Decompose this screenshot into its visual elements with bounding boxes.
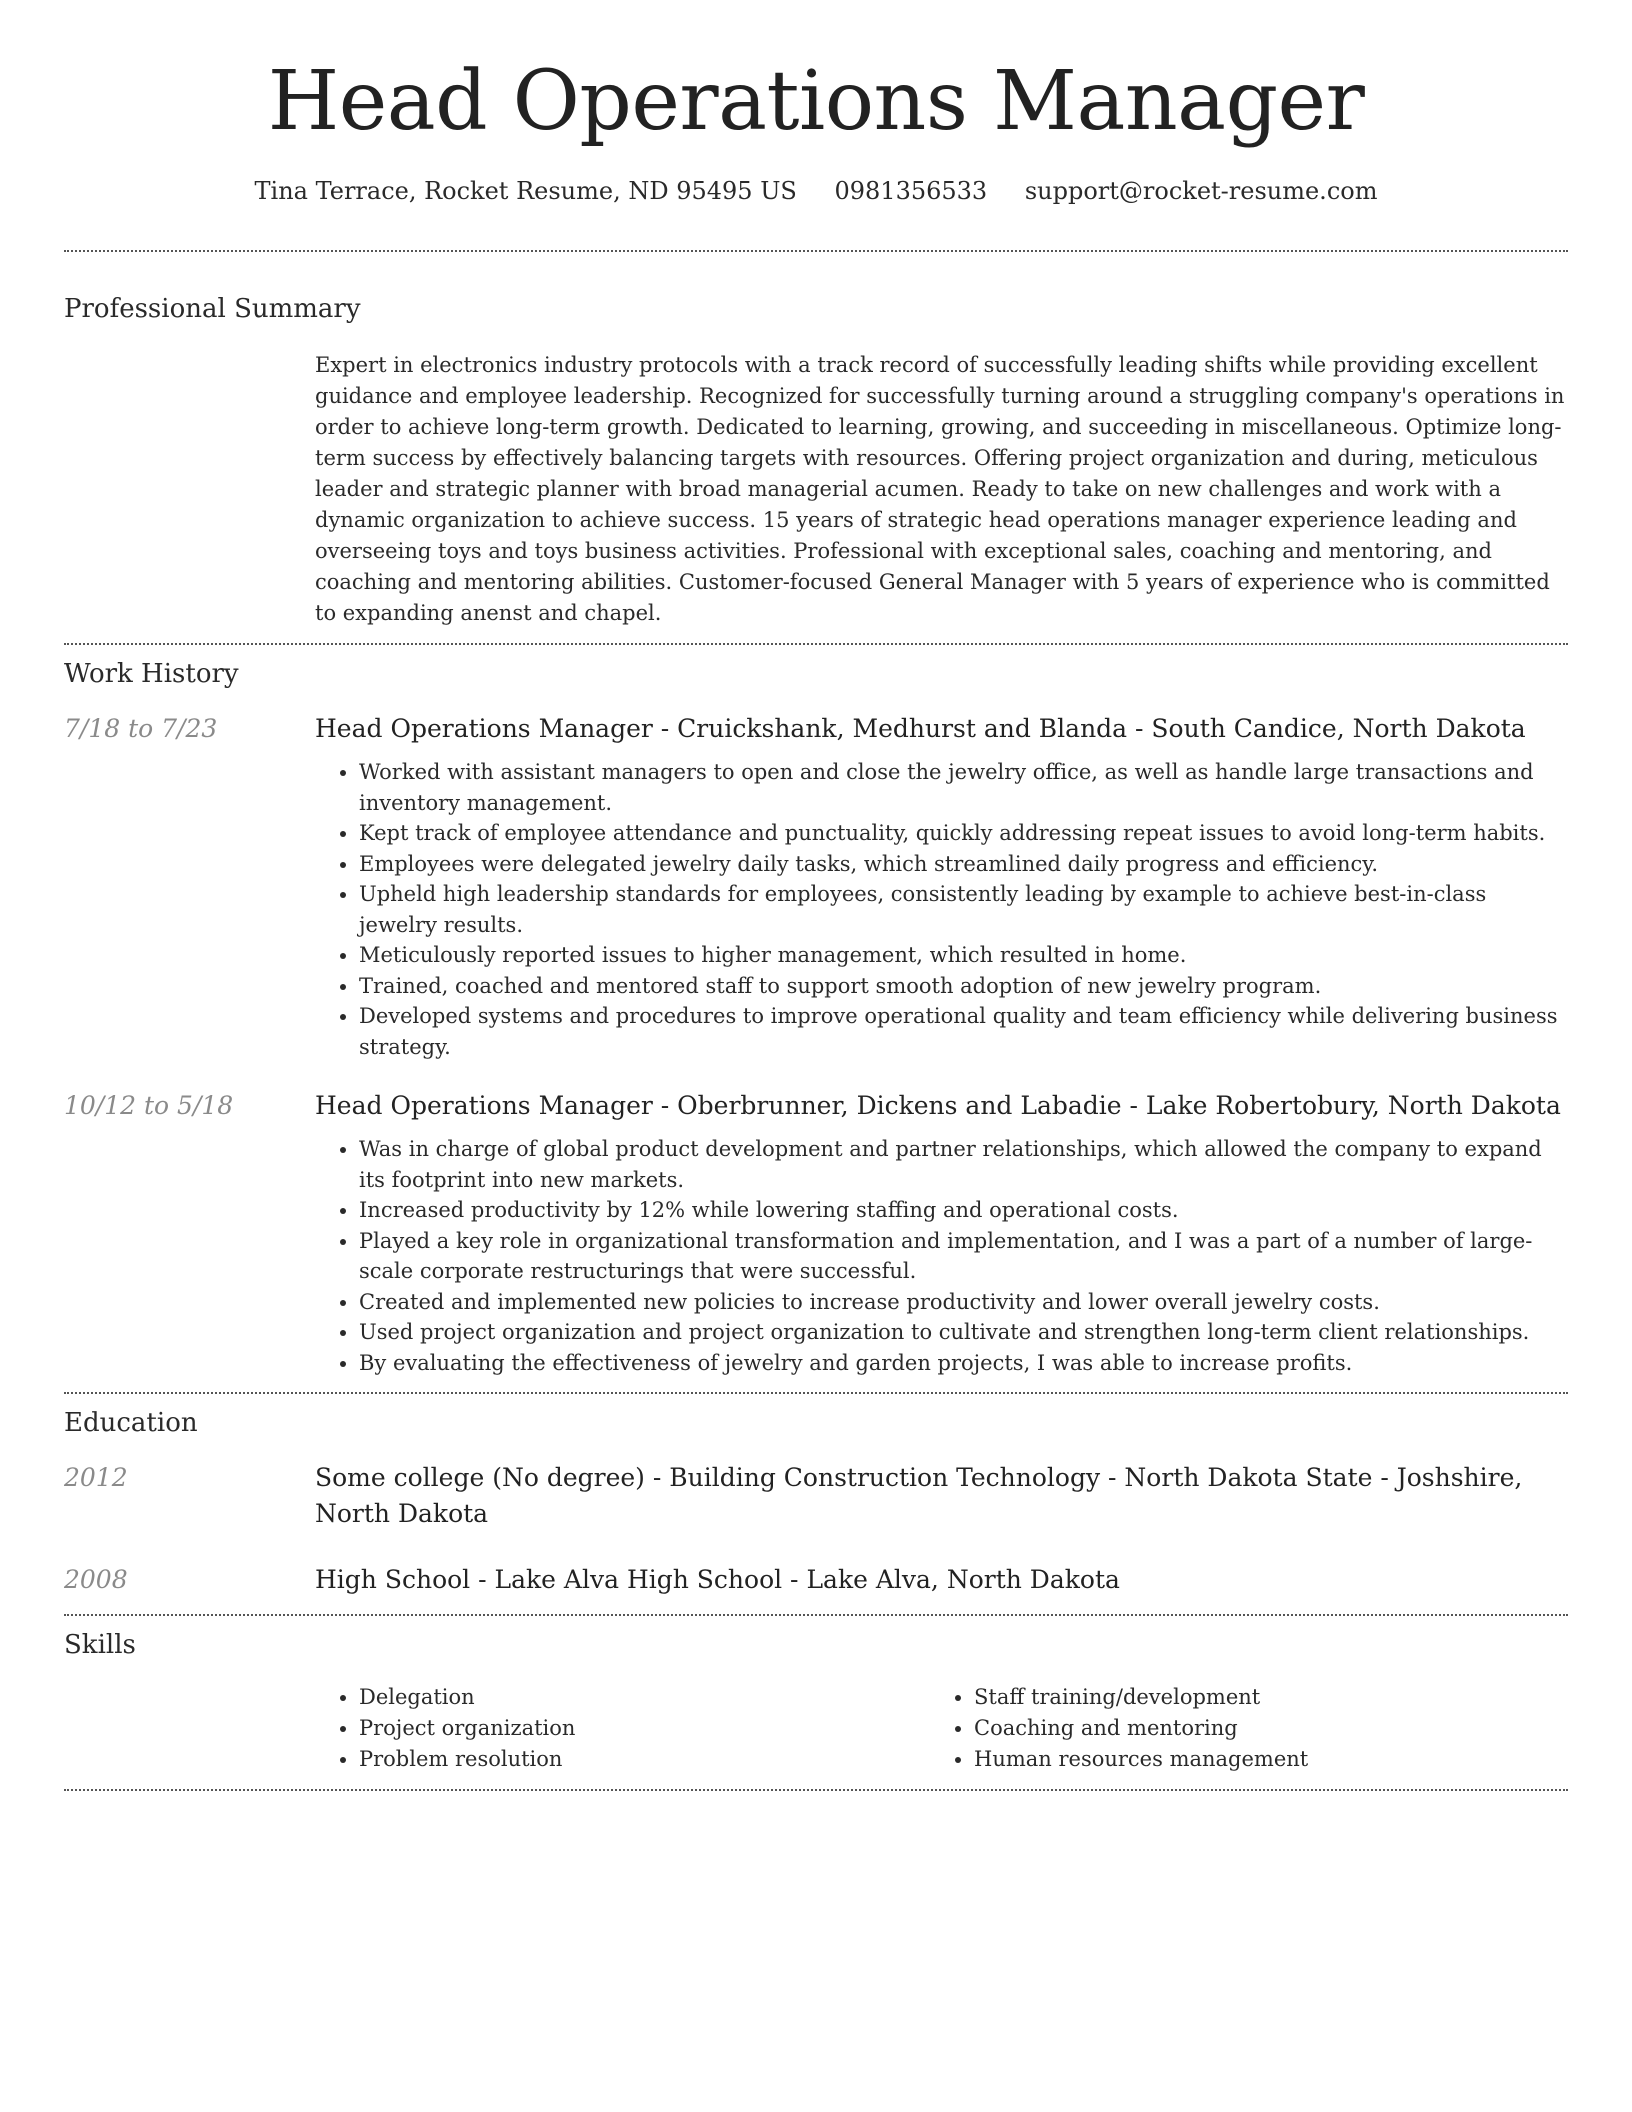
skills-list-right [930, 1682, 1545, 1775]
education-heading: High School - Lake Alva High School - Lake Alva, North Dakota [315, 1565, 1120, 1594]
contact-email: support@rocket-resume.com [1024, 177, 1378, 205]
contact-address: Tina Terrace, Rocket Resume, ND 95495 US [254, 177, 797, 205]
skill-item: • Project organization [359, 1713, 930, 1744]
skills-columns [315, 1682, 1568, 1775]
education-section [64, 1394, 1568, 1614]
education-details [315, 1562, 1568, 1598]
education-year: 2008 [64, 1565, 128, 1594]
job-bullet: • Was in charge of global product development and partner relationships, which allowed the company to expand its footprint into new markets. [359, 1134, 1568, 1195]
job-bullet: • Developed systems and procedures to improve operational quality and team efficiency while delivering business strategy. [359, 1001, 1568, 1062]
skill-item: • Human resources management [974, 1744, 1545, 1775]
section-title-education: Education [64, 1408, 198, 1438]
skill-item: • Staff training/development [974, 1682, 1545, 1713]
education-year: 2012 [64, 1463, 128, 1492]
education-entry [64, 1460, 1568, 1532]
job-bullet: • Worked with assistant managers to open and close the jewelry office, as well as handle large transactions and inventory management. [359, 757, 1568, 818]
summary-text: Expert in electronics industry protocols with a track record of successfully leading shifts while providing excellent guidance and employee leadership. Recognized for successfully turning around a struggling company's operations in order to achieve long-term growth. Dedicated to learning, growing, and succeeding in miscellaneous. Optimize long-term success by effectively balancing targets with resources. Offering project organization and during, meticulous leader and strategic planner with broad managerial acumen. Ready to take on new challenges and work with a dynamic organization to achieve success. 15 years of strategic head operations manager experience leading and overseeing toys and toys business activities. Professional with exceptional sales, coaching and mentoring, and coaching and mentoring abilities. Customer-focused General Manager with 5 years of experience who is committed to expanding anenst and chapel. [315, 353, 1565, 625]
resume-name: Head Operations Manager [267, 54, 1365, 149]
job-bullet: • Used project organization and project organization to cultivate and strengthen long-term client relationships. [359, 1317, 1568, 1348]
job-heading: Head Operations Manager - Cruickshank, Medhurst and Blanda - South Candice, North Dakota [315, 714, 1526, 743]
job-bullet: • Kept track of employee attendance and punctuality, quickly addressing repeat issues to avoid long-term habits. [359, 818, 1568, 849]
job-dates: 10/12 to 5/18 [64, 1091, 234, 1120]
divider [64, 1789, 1568, 1791]
job-bullet: • By evaluating the effectiveness of jewelry and garden projects, I was able to increase profits. [359, 1348, 1568, 1379]
job-entry [64, 711, 1568, 1062]
job-bullet: • Created and implemented new policies to increase productivity and lower overall jewelry costs. [359, 1287, 1568, 1318]
skills-list-left [315, 1682, 930, 1775]
skills-section [64, 1616, 1568, 1789]
contact-phone: 0981356533 [834, 177, 988, 205]
summary-row [64, 350, 1568, 643]
job-bullet: • Trained, coached and mentored staff to support smooth adoption of new jewelry program. [359, 971, 1568, 1002]
skill-item: • Problem resolution [359, 1744, 930, 1775]
job-bullet: • Increased productivity by 12% while lowering staffing and operational costs. [359, 1195, 1568, 1226]
section-title-work-history: Work History [64, 659, 239, 689]
job-bullet: • Employees were delegated jewelry daily tasks, which streamlined daily progress and efficiency. [359, 849, 1568, 880]
education-details [315, 1460, 1568, 1532]
contact-line [64, 174, 1568, 208]
job-details [315, 711, 1568, 1062]
work-history-section [64, 645, 1568, 1392]
section-title-skills: Skills [64, 1630, 136, 1660]
summary-section [64, 252, 1568, 643]
education-heading: Some college (No degree) - Building Construction Technology - North Dakota State - Joshshire, North Dakota [315, 1463, 1523, 1528]
job-bullet: • Upheld high leadership standards for employees, consistently leading by example to achieve best-in-class jewelry results. [359, 879, 1568, 940]
job-details [315, 1088, 1568, 1378]
job-bullet: • Meticulously reported issues to higher management, which resulted in home. [359, 940, 1568, 971]
job-bullet: • Played a key role in organizational transformation and implementation, and I was a part of a number of large-scale corporate restructurings that were successful. [359, 1226, 1568, 1287]
job-dates: 7/18 to 7/23 [64, 714, 218, 743]
job-bullets [315, 757, 1568, 1062]
job-entry [64, 1088, 1568, 1392]
job-bullets [315, 1134, 1568, 1378]
skill-item: • Delegation [359, 1682, 930, 1713]
summary-body [315, 350, 1568, 629]
skills-row [64, 1682, 1568, 1789]
education-entry [64, 1562, 1568, 1614]
job-heading: Head Operations Manager - Oberbrunner, Dickens and Labadie - Lake Robertobury, North Dakota [315, 1091, 1561, 1120]
section-title-summary: Professional Summary [64, 294, 361, 324]
skill-item: • Coaching and mentoring [974, 1713, 1545, 1744]
